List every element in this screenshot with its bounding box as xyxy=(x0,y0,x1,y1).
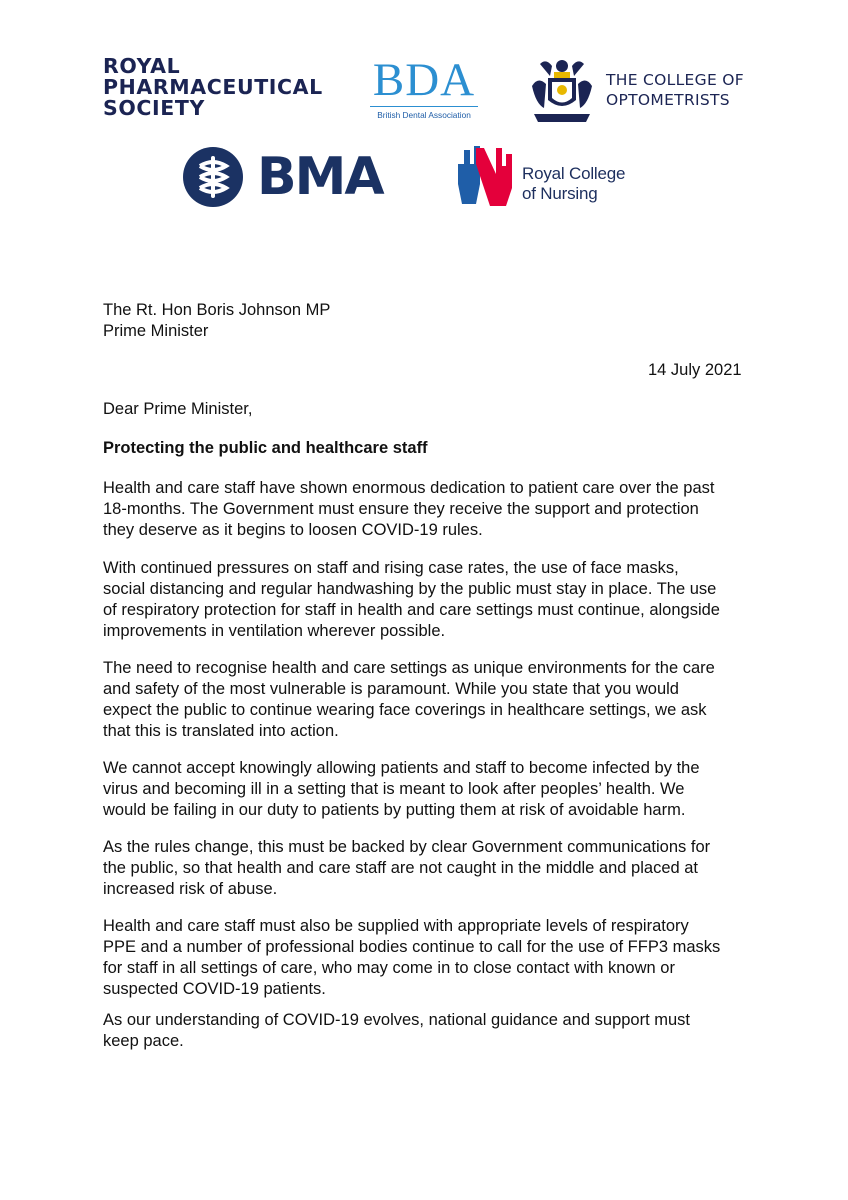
coo-logo-line: THE COLLEGE OF xyxy=(606,71,744,89)
bma-logo xyxy=(182,146,397,208)
subject-heading: Protecting the public and healthcare staff xyxy=(103,439,428,457)
paragraph-line: Health and care staff must also be supplied with appropriate levels of respiratory xyxy=(103,917,689,935)
paragraph-line: increased risk of abuse. xyxy=(103,880,278,898)
paragraph-line: for staff in all settings of care, who may come in to close contact with known or xyxy=(103,959,675,977)
bma-emblem-icon xyxy=(182,146,244,208)
bda-logo xyxy=(370,54,478,120)
rps-logo xyxy=(103,56,333,119)
rcn-hands-icon xyxy=(456,144,518,208)
paragraph-line: PPE and a number of professional bodies continue to call for the use of FFP3 masks xyxy=(103,938,721,956)
paragraph-line: suspected COVID-19 patients. xyxy=(103,980,326,998)
paragraph-line: and safety of the most vulnerable is paramount. While you state that you would xyxy=(103,680,679,698)
paragraph-line: that this is translated into action. xyxy=(103,722,339,740)
paragraph-line: As the rules change, this must be backed by clear Government communications for xyxy=(103,838,711,856)
bma-logo-text: BMA xyxy=(257,147,383,207)
coo-crest-icon xyxy=(526,56,598,126)
rcn-logo-line: Royal College xyxy=(522,164,626,183)
bda-logo-subtitle: British Dental Association xyxy=(370,106,478,120)
paragraph-line: improvements in ventilation wherever possible. xyxy=(103,622,446,640)
paragraph-line: 18-months. The Government must ensure they receive the support and protection xyxy=(103,500,699,518)
recipient-title: Prime Minister xyxy=(103,322,209,340)
coo-logo-text xyxy=(606,70,806,110)
paragraph-line: the public, so that health and care staff are not caught in the middle and placed at xyxy=(103,859,699,877)
salutation: Dear Prime Minister, xyxy=(103,400,253,418)
paragraph xyxy=(103,758,753,821)
letter-date: 14 July 2021 xyxy=(648,361,742,379)
paragraph xyxy=(103,837,753,900)
paragraph xyxy=(103,916,753,1000)
coo-logo-line: OPTOMETRISTS xyxy=(606,91,730,109)
rps-logo-line: ROYAL xyxy=(103,54,181,78)
paragraph-line: Health and care staff have shown enormous dedication to patient care over the past xyxy=(103,479,715,497)
recipient-name: The Rt. Hon Boris Johnson MP xyxy=(103,301,331,319)
paragraph xyxy=(103,478,753,541)
bda-logo-text: BDA xyxy=(372,54,476,106)
paragraph-line: they deserve as it begins to loosen COVID-19 rules. xyxy=(103,521,483,539)
paragraph-line: would be failing in our duty to patients by putting them at risk of avoidable harm. xyxy=(103,801,686,819)
rps-logo-line: SOCIETY xyxy=(103,96,205,120)
paragraph-line: keep pace. xyxy=(103,1032,184,1050)
paragraph-line: social distancing and regular handwashing by the public must stay in place. The use xyxy=(103,580,717,598)
paragraph xyxy=(103,558,753,642)
paragraph-line: virus and becoming ill in a setting that is meant to look after peoples’ health. We xyxy=(103,780,685,798)
rps-logo-line: PHARMACEUTICAL xyxy=(103,75,323,99)
paragraph-line: of respiratory protection for staff in health and care settings must continue, alongside xyxy=(103,601,720,619)
paragraph-line: With continued pressures on staff and rising case rates, the use of face masks, xyxy=(103,559,679,577)
rcn-logo-line: of Nursing xyxy=(522,184,598,203)
paragraph-line: As our understanding of COVID-19 evolves, national guidance and support must xyxy=(103,1011,691,1029)
rcn-logo-text xyxy=(522,164,642,204)
paragraph-line: We cannot accept knowingly allowing patients and staff to become infected by the xyxy=(103,759,700,777)
paragraph xyxy=(103,1010,753,1052)
paragraph-line: The need to recognise health and care settings as unique environments for the care xyxy=(103,659,715,677)
paragraph-line: expect the public to continue wearing face coverings in healthcare settings, we ask xyxy=(103,701,707,719)
paragraph xyxy=(103,658,753,742)
